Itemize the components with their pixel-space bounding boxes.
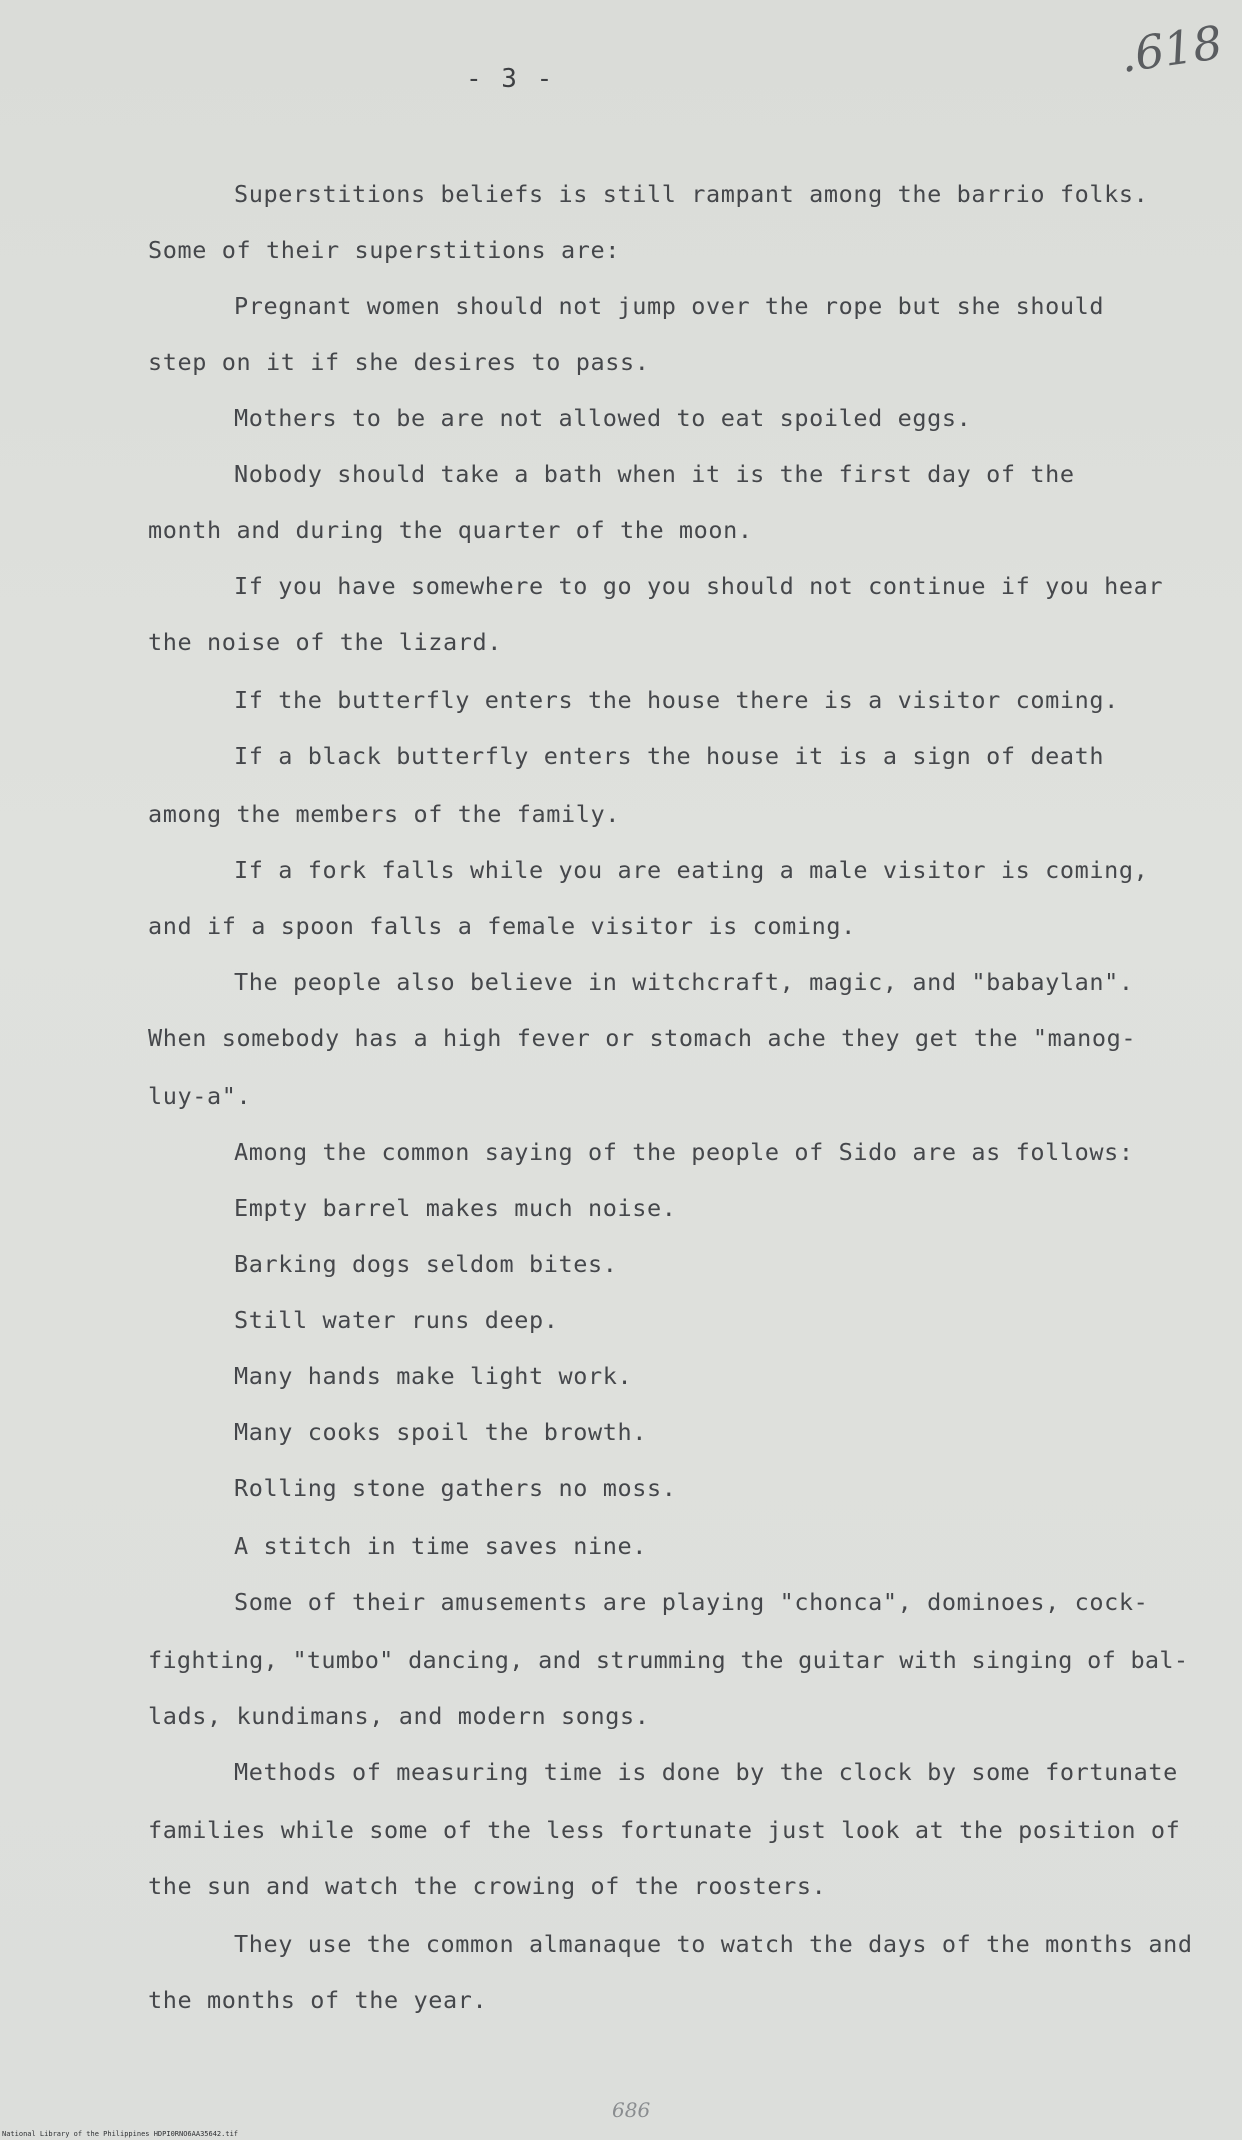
text-line: luy-a". bbox=[148, 1082, 252, 1110]
handwritten-page-number: .618 bbox=[1116, 15, 1226, 83]
text-line: Some of their superstitions are: bbox=[148, 236, 620, 264]
text-line: Still water runs deep. bbox=[234, 1306, 559, 1334]
archive-stamp: 686 bbox=[612, 2098, 651, 2122]
text-line: step on it if she desires to pass. bbox=[148, 348, 650, 376]
text-line: Rolling stone gathers no moss. bbox=[234, 1474, 677, 1502]
text-line: the noise of the lizard. bbox=[148, 628, 502, 656]
text-line: Many cooks spoil the browth. bbox=[234, 1418, 647, 1446]
text-line: Methods of measuring time is done by the clock by some fortunate bbox=[234, 1758, 1178, 1786]
scan-footer: National Library of the Philippines HDPI0RNO6AA35642.tif bbox=[2, 2130, 239, 2138]
text-line: and if a spoon falls a female visitor is coming. bbox=[148, 912, 856, 940]
text-line: Barking dogs seldom bites. bbox=[234, 1250, 618, 1278]
text-line: month and during the quarter of the moon. bbox=[148, 516, 753, 544]
text-line: The people also believe in witchcraft, magic, and "babaylan". bbox=[234, 968, 1134, 996]
text-line: A stitch in time saves nine. bbox=[234, 1532, 647, 1560]
text-line: If a black butterfly enters the house it is a sign of death bbox=[234, 742, 1105, 770]
text-line: the sun and watch the crowing of the roosters. bbox=[148, 1872, 827, 1900]
text-line: lads, kundimans, and modern songs. bbox=[148, 1702, 650, 1730]
page-number: - 3 - bbox=[466, 64, 555, 94]
text-line: If a fork falls while you are eating a male visitor is coming, bbox=[234, 856, 1149, 884]
text-line: Superstitions beliefs is still rampant among the barrio folks. bbox=[234, 180, 1149, 208]
text-line: If the butterfly enters the house there is a visitor coming. bbox=[234, 686, 1119, 714]
text-line: fighting, "tumbo" dancing, and strumming the guitar with singing of bal- bbox=[148, 1646, 1189, 1674]
text-line: Among the common saying of the people of Sido are as follows: bbox=[234, 1138, 1134, 1166]
text-line: among the members of the family. bbox=[148, 800, 620, 828]
text-line: Many hands make light work. bbox=[234, 1362, 633, 1390]
text-line: families while some of the less fortunate just look at the position of bbox=[148, 1816, 1181, 1844]
text-line: Nobody should take a bath when it is the first day of the bbox=[234, 460, 1075, 488]
text-line: They use the common almanaque to watch the days of the months and bbox=[234, 1930, 1193, 1958]
text-line: Pregnant women should not jump over the rope but she should bbox=[234, 292, 1105, 320]
text-line: If you have somewhere to go you should not continue if you hear bbox=[234, 572, 1164, 600]
text-line: Some of their amusements are playing "chonca", dominoes, cock- bbox=[234, 1588, 1149, 1616]
text-line: When somebody has a high fever or stomach ache they get the "manog- bbox=[148, 1024, 1137, 1052]
text-line: Empty barrel makes much noise. bbox=[234, 1194, 677, 1222]
text-line: Mothers to be are not allowed to eat spoiled eggs. bbox=[234, 404, 972, 432]
text-line: the months of the year. bbox=[148, 1986, 488, 2014]
